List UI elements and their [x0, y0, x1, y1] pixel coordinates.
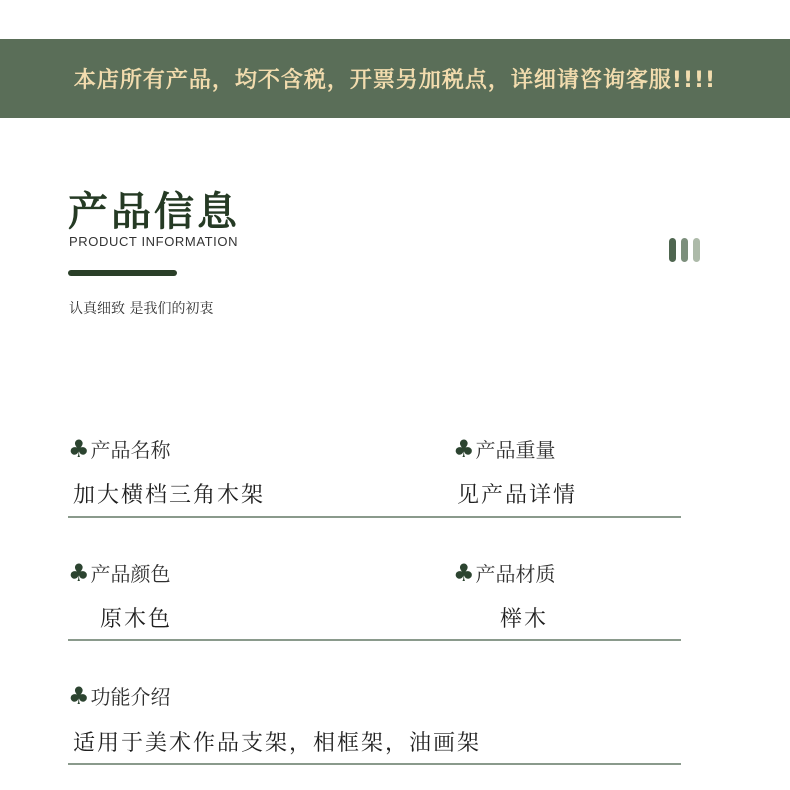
product-function-label-text: 功能介绍 [90, 685, 171, 709]
section-subtitle: PRODUCT INFORMATION [69, 234, 239, 249]
product-color-label-text: 产品颜色 [90, 562, 171, 586]
row-divider [68, 763, 681, 765]
product-color-label [68, 558, 171, 587]
product-name-label [68, 434, 171, 463]
club-icon: ♣ [68, 434, 90, 463]
notice-text: 本店所有产品，均不含税，开票另加税点，详细请咨询客服!!!! [73, 68, 717, 93]
decorative-bars [669, 238, 700, 262]
product-weight-label-text: 产品重量 [475, 438, 556, 462]
bar-light [693, 238, 700, 262]
bar-dark [669, 238, 676, 262]
club-icon: ♣ [453, 434, 475, 463]
product-material-label [453, 558, 556, 587]
section-tagline: 认真细致 是我们的初衷 [69, 301, 214, 317]
row-divider [68, 516, 681, 518]
product-color-value: 原木色 [100, 607, 173, 632]
product-function-label [68, 681, 171, 710]
title-underline [68, 270, 177, 276]
row-divider [68, 639, 681, 641]
section-title: 产品信息 [68, 189, 240, 235]
club-icon: ♣ [68, 681, 90, 710]
notice-banner [0, 39, 790, 118]
bar-medium [681, 238, 688, 262]
club-icon: ♣ [68, 558, 90, 587]
product-material-label-text: 产品材质 [475, 562, 556, 586]
product-weight-value: 见产品详情 [457, 483, 578, 508]
product-name-label-text: 产品名称 [90, 438, 171, 462]
product-name-value: 加大横档三角木架 [73, 483, 266, 508]
club-icon: ♣ [453, 558, 475, 587]
product-function-value: 适用于美术作品支架，相框架，油画架 [73, 731, 482, 756]
product-weight-label [453, 434, 556, 463]
product-material-value: 榉木 [500, 607, 549, 632]
